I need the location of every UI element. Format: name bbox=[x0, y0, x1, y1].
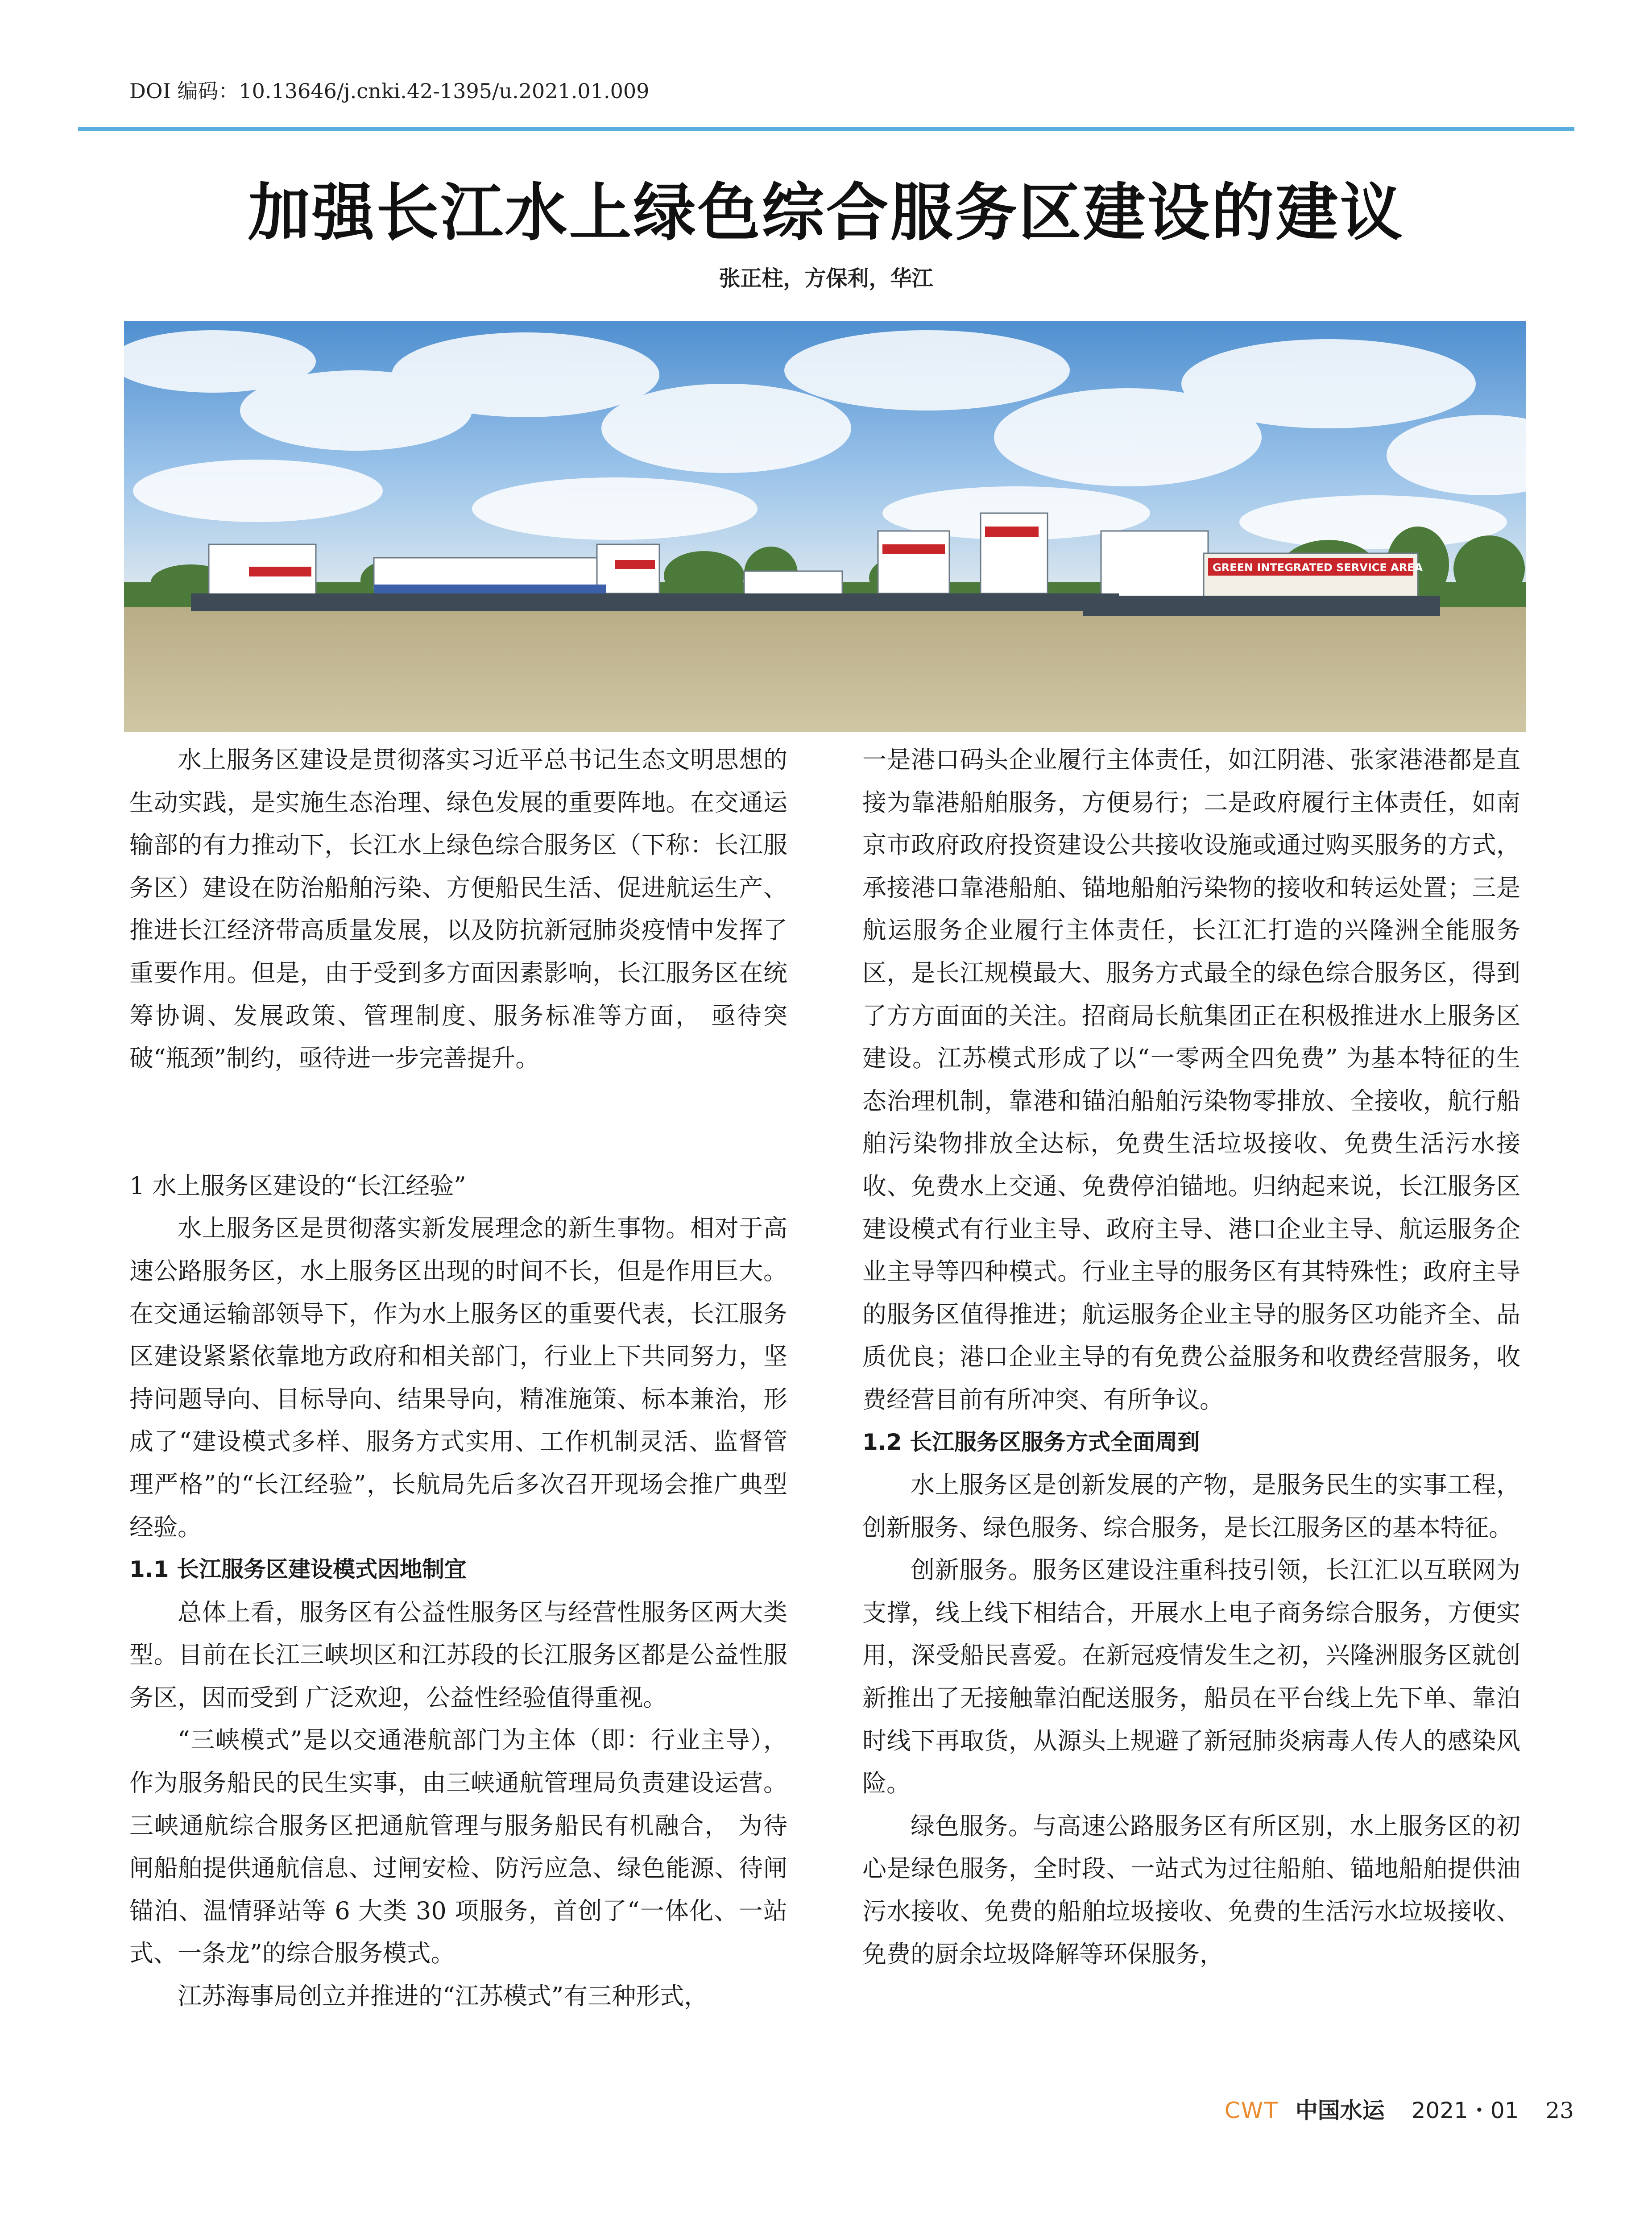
body-paragraph: 创新服务。服务区建设注重科技引领，长江汇以互联网为支撑，线上线下相结合，开展水上电子商务综合服务，方便实用，深受船民喜爱。在新冠疫情发生之初，兴隆洲服务区就创新推出了无接触靠泊配送服务，船员在平台线上先下单、靠泊时线下再取货，从源头上规避了新冠肺炎病毒人传人的感染风险。 bbox=[862, 1556, 1520, 1798]
journal-name: 中国水运 bbox=[1295, 2097, 1385, 2123]
page-footer bbox=[1225, 2093, 1574, 2125]
body-paragraph: 一是港口码头企业履行主体责任，如江阴港、张家港港都是直接为靠港船舶服务，方便易行；二是政府履行主体责任，如南京市政府政府投资建设公共接收设施或通过购买服务的方式，承接港口靠港船舶、锚地船舶污染物的接收和转运处置；三是航运服务企业履行主体责任，长江汇打造的兴隆洲全能服务区，是长江规模最大、服务方式最全的绿色综合服务区，得到了方方面面的关注。招商局长航集团正在积极推进水上服务区建设。江苏模式形成了以“一零两全四免费” 为基本特征的生态治理机制，靠港和锚泊船舶污染物零排放、全接收，航行船舶污染物排放全达标，免费生活垃圾接收、免费生活污水接收、免费水上交通、免费停泊锚地。归纳起来说，长江服务区建设模式有行业主导、政府主导、港口企业主导、航运服务企业主导等四种模式。行业主导的服务区有其特殊性；政府主导的服务区值得推进；航运服务企业主导的服务区功能齐全、品质优良；港口企业主导的有免费公益服务和收费经营服务，收费经营目前有所冲突、有所争议。 bbox=[862, 746, 1520, 1414]
service-area-photo bbox=[124, 321, 1526, 732]
body-paragraph: 绿色服务。与高速公路服务区有所区别，水上服务区的初心是绿色服务，全时段、一站式为过往船舶、锚地船舶提供油污水接收、免费的船舶垃圾接收、免费的生活污水垃圾接收、免费的厨余垃圾降解等环保服务， bbox=[862, 1812, 1520, 1968]
body-paragraph: “三峡模式”是以交通港航部门为主体（即：行业主导），作为服务船民的民生实事，由三峡通航管理局负责建设运营。三峡通航综合服务区把通航管理与服务船民有机融合， 为待闸船舶提供通航信息、过闸安检、防污应急、绿色能源、待闸锚泊、温情驿站等 6 大类 30 项服务，首创了“一体化、一站式、一条龙”的综合服务模式。 bbox=[129, 1726, 787, 1968]
doi-line: DOI 编码：10.13646/j.cnki.42-1395/u.2021.01.009 bbox=[129, 79, 650, 103]
subsection-heading-1-1: 1.1 长江服务区建设模式因地制宜 bbox=[129, 1556, 467, 1583]
body-paragraph: 水上服务区是创新发展的产物，是服务民生的实事工程，创新服务、绿色服务、综合服务，是长江服务区的基本特征。 bbox=[862, 1471, 1520, 1542]
intro-paragraph: 水上服务区建设是贯彻落实习近平总书记生态文明思想的生动实践，是实施生态治理、绿色发展的重要阵地。在交通运输部的有力推动下，长江水上绿色综合服务区（下称：长江服务区）建设在防治船舶污染、方便船民生活、促进航运生产、推进长江经济带高质量发展，以及防抗新冠肺炎疫情中发挥了重要作用。但是，由于受到多方面因素影响，长江服务区在统筹协调、发展政策、管理制度、服务标准等方面， 亟待突破“瓶颈”制约，亟待进一步完善提升。 bbox=[129, 746, 787, 1073]
header-rule bbox=[78, 127, 1574, 131]
issue-number: 2021・01 bbox=[1411, 2098, 1519, 2123]
section-heading-1: 1 水上服务区建设的“长江经验” bbox=[129, 1171, 466, 1200]
body-paragraph: 水上服务区是贯彻落实新发展理念的新生事物。相对于高速公路服务区，水上服务区出现的时间不长，但是作用巨大。在交通运输部领导下，作为水上服务区的重要代表，长江服务区建设紧紧依靠地方政府和相关部门，行业上下共同努力，坚持问题导向、目标导向、结果导向，精准施策、标本兼治，形成了“建设模式多样、服务方式实用、工作机制灵活、监督管理严格”的“长江经验”，长航局先后多次召开现场会推广典型经验。 bbox=[129, 1214, 787, 1541]
photo-sign: GREEN INTEGRATED SERVICE AREA bbox=[1213, 561, 1423, 574]
right-column bbox=[862, 738, 1520, 1975]
article-authors: 张正柱，方保利，华江 bbox=[719, 266, 933, 291]
body-paragraph: 总体上看，服务区有公益性服务区与经营性服务区两大类型。目前在长江三峡坝区和江苏段的长江服务区都是公益性服务区，因而受到 广泛欢迎，公益性经验值得重视。 bbox=[129, 1598, 787, 1712]
article-title: 加强长江水上绿色综合服务区建设的建议 bbox=[248, 176, 1404, 249]
journal-logo: CWT bbox=[1224, 2098, 1279, 2123]
section-spacer bbox=[129, 1080, 787, 1165]
body-paragraph: 江苏海事局创立并推进的“江苏模式”有三种形式， bbox=[178, 1982, 708, 2011]
subsection-heading-1-2: 1.2 长江服务区服务方式全面周到 bbox=[862, 1429, 1200, 1455]
page-number: 23 bbox=[1545, 2098, 1574, 2123]
left-column bbox=[129, 738, 787, 2018]
